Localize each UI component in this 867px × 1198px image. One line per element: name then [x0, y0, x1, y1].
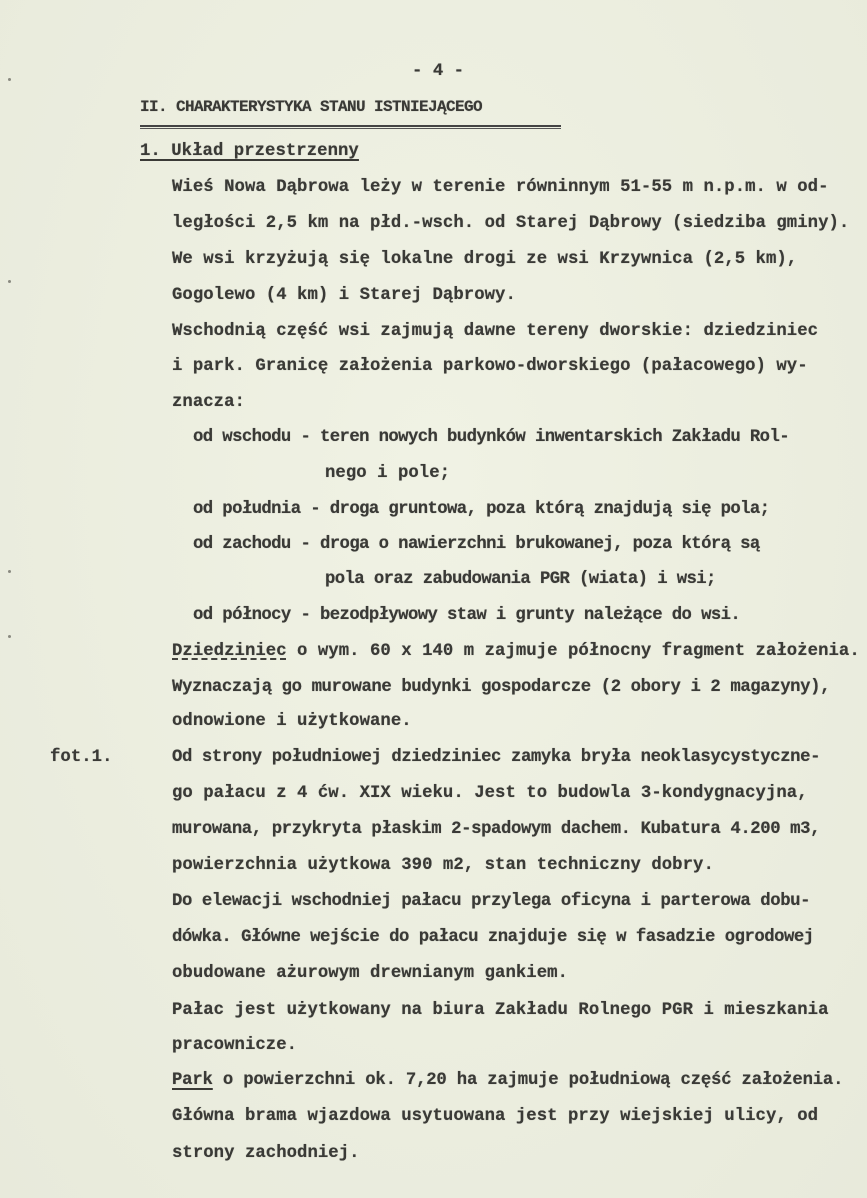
punch-mark — [8, 280, 11, 283]
boundary-east: od wschodu - teren nowych budynków inwentarskich Zakładu Rol- — [193, 428, 789, 447]
boundary-west: od zachodu - droga o nawierzchni brukowanej, poza którą są — [193, 535, 760, 554]
text-line: strony zachodniej. — [172, 1144, 360, 1163]
text-line: obudowane ażurowym drewnianym gankiem. — [172, 964, 568, 983]
text-line: dówka. Główne wejście do pałacu znajduje się w fasadzie ogrodowej — [172, 928, 814, 947]
text-line: i park. Granicę założenia parkowo-dworskiego (pałacowego) wy- — [172, 357, 808, 376]
heading-double-underline — [140, 125, 561, 129]
subsection-heading: 1. Układ przestrzenny — [140, 142, 359, 161]
text-line: Wieś Nowa Dąbrowa leży w terenie równinnym 51-55 m n.p.m. w od- — [172, 178, 829, 197]
text-line: odnowione i użytkowane. — [172, 712, 412, 731]
text-line: powierzchnia użytkowa 390 m2, stan techniczny dobry. — [172, 856, 714, 875]
term-park: Park — [172, 1071, 213, 1090]
boundary-east-cont: nego i pole; — [325, 464, 451, 483]
text-line: We wsi krzyżują się lokalne drogi ze wsi Krzywnica (2,5 km), — [172, 250, 798, 269]
section-heading: II. CHARAKTERYSTYKA STANU ISTNIEJĄCEGO — [140, 98, 483, 116]
text-line: Do elewacji wschodniej pałacu przylega oficyna i parterowa dobu- — [172, 892, 811, 911]
text-line: znacza: — [172, 393, 245, 412]
text-line: Wschodnią część wsi zajmują dawne tereny dworskie: dziedziniec — [172, 322, 819, 341]
text-line: Wyznaczają go murowane budynki gospodarcze (2 obory i 2 magazyny), — [172, 678, 831, 697]
punch-mark — [8, 570, 11, 573]
punch-mark — [8, 78, 11, 81]
text-line: Gogolewo (4 km) i Starej Dąbrowy. — [172, 286, 516, 305]
text-line: go pałacu z 4 ćw. XIX wieku. Jest to budowla 3-kondygnacyjna, — [172, 784, 808, 803]
page-number: - 4 - — [412, 62, 465, 81]
boundary-north: od północy - bezodpływowy staw i grunty należące do wsi. — [193, 606, 741, 625]
text-line: murowana, przykryta płaskim 2-spadowym dachem. Kubatura 4.200 m3, — [172, 820, 821, 839]
text-line — [172, 1070, 843, 1092]
boundary-west-cont: pola oraz zabudowania PGR (wiata) i wsi; — [325, 570, 716, 589]
text-line: Od strony południowej dziedziniec zamyka bryła neoklasycystyczne- — [172, 748, 821, 767]
text-line: Główna brama wjazdowa usytuowana jest przy wiejskiej ulicy, od — [172, 1107, 819, 1126]
text-line: ległości 2,5 km na płd.-wsch. od Starej Dąbrowy (siedziba gminy). — [172, 214, 850, 233]
text-line — [172, 641, 860, 663]
text-line: Pałac jest użytkowany na biura Zakładu Rolnego PGR i mieszkania — [172, 1001, 829, 1020]
term-dziedziniec: Dziedziniec — [172, 642, 287, 661]
text-span: o wym. 60 x 140 m zajmuje północny fragment założenia. — [286, 642, 860, 661]
text-line: pracownicze. — [172, 1036, 298, 1055]
punch-mark — [8, 635, 11, 638]
text-span: o powierzchni ok. 7,20 ha zajmuje południową część założenia. — [212, 1071, 844, 1090]
boundary-south: od południa - droga gruntowa, poza którą znajdują się pola; — [193, 500, 770, 519]
margin-note: fot.1. — [50, 748, 113, 767]
